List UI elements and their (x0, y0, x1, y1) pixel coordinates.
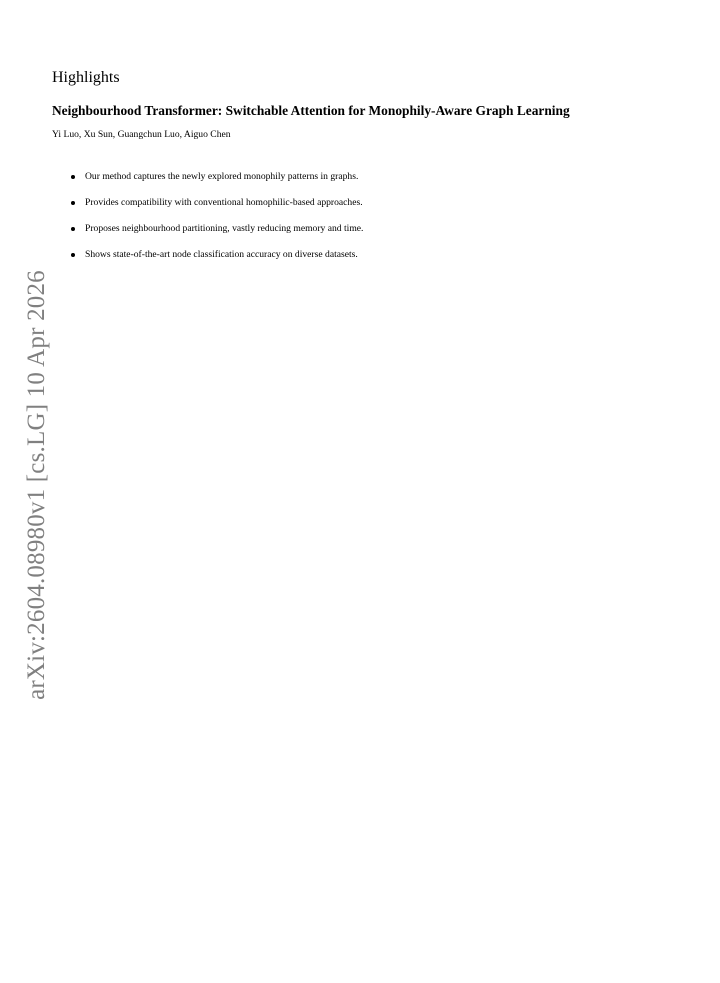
bullet-icon (71, 175, 75, 179)
author-list: Yi Luo, Xu Sun, Guangchun Luo, Aiguo Chen (52, 129, 231, 140)
bullet-icon (71, 253, 75, 257)
highlight-text: Provides compatibility with conventional homophilic-based approaches. (85, 197, 363, 208)
bullet-icon (71, 227, 75, 231)
highlights-list (70, 170, 363, 274)
highlight-text: Shows state-of-the-art node classification accuracy on diverse datasets. (85, 249, 358, 260)
highlight-item (70, 248, 363, 262)
highlight-text: Our method captures the newly explored monophily patterns in graphs. (85, 171, 359, 182)
highlight-text: Proposes neighbourhood partitioning, vastly reducing memory and time. (85, 223, 364, 234)
highlight-item (70, 222, 363, 236)
section-heading: Highlights (52, 69, 120, 86)
highlight-item (70, 196, 363, 210)
bullet-icon (71, 201, 75, 205)
paper-title: Neighbourhood Transformer: Switchable Attention for Monophily-Aware Graph Learning (52, 103, 570, 118)
arxiv-identifier-stamp: arXiv:2604.08980v1 [cs.LG] 10 Apr 2026 (23, 270, 50, 700)
highlight-item (70, 170, 363, 184)
